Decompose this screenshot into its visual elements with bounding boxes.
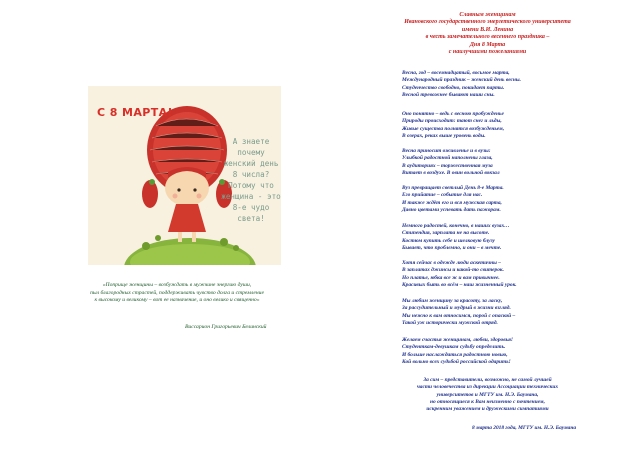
poem-line: Вуз превращает светлый День 8-е Марта. xyxy=(402,185,504,191)
poem-stanza xyxy=(402,185,617,214)
card-caption-line: 8-е чудо света! xyxy=(232,203,270,223)
card-caption-line: Потому что xyxy=(228,181,274,190)
poem-stanza xyxy=(402,223,617,252)
poem-line: Живые существа полнятся возбужденьем, xyxy=(402,125,505,132)
poem-line: В озерах, реках выше уровень воды. xyxy=(402,132,486,139)
poem-stanza xyxy=(402,260,617,289)
quote-line: пыл благородных страстей, поддерживать чувство долга и стремление xyxy=(90,289,264,296)
poem-line: И также ждёт его и вся мужская сарта, xyxy=(402,199,502,206)
closing-line: искренним уважением и дружескими симпатиями xyxy=(426,406,549,413)
poem-line: Весна приносит оживленье и в вузы: xyxy=(402,148,491,154)
poem-line: Кой вольно всех судьбой российской одарить! xyxy=(402,358,511,365)
poem-line: Костюм купить себе и шелковую блузу xyxy=(402,237,495,244)
poem-line: И больше наслаждаться радостною новью, xyxy=(402,351,508,358)
greeting-header xyxy=(365,12,610,56)
poem-line: Улыбкой радостной наполнены глаза, xyxy=(402,155,493,162)
poem-line: Международный праздник – женский день весны. xyxy=(402,77,521,84)
poem-line: Весна, год – восемнадцатый, восьмое марта, xyxy=(402,70,510,76)
belinsky-quote xyxy=(46,282,308,305)
poem-line: Студенткам-девушкам судьбу определить. xyxy=(402,344,506,351)
poem-line: Красивых быть во всём – наш жизненный урок. xyxy=(402,281,517,288)
closing-line: За сим – представители, возможно, не самой лучшей xyxy=(423,377,552,383)
poem-line: Желаем счастья женщинам, любви, здоровья! xyxy=(402,337,513,343)
poem-line: Такой уж исторически мужской отряд. xyxy=(402,319,498,326)
quote-author: Виссарион Григорьевич Белинский xyxy=(185,324,267,330)
poem-stanza xyxy=(402,148,617,177)
poem-line: Мы нежно к вам относимся, порой с опаской – xyxy=(402,312,516,319)
poem-line: Давно цветами успевать дать пажорам. xyxy=(402,206,501,213)
card-caption-line: женщина - это xyxy=(221,192,281,201)
header-line: Ивановского государственного энергетического университета xyxy=(404,19,571,26)
card-caption xyxy=(220,136,281,224)
poem-stanza xyxy=(402,337,617,366)
poem-line: Стипендия, зарплата не на высоте. xyxy=(402,230,490,237)
signature-line: 8 марта 2018 года, МГТУ им. Н.Э. Баумана xyxy=(472,425,577,431)
closing-paragraph xyxy=(365,377,610,413)
poem-line: Студенчество свободно, покидает парты. xyxy=(402,84,505,91)
poem-line: Его прийатие – событие для нас. xyxy=(402,192,483,199)
poem-line: Витает в воздухе. В овин вольной вокзал xyxy=(402,169,500,176)
quote-line: «Поприще женщины – возбуждать в мужчине энергию души, xyxy=(102,282,252,288)
card-caption-line: А знаете почему xyxy=(232,137,270,157)
poem-line: Немного радостей, конечно, в наших вузах… xyxy=(402,223,510,229)
card-title: С 8 МАРТА! xyxy=(97,106,173,119)
closing-line: университетов и МГТУ им. Н.Э. Баумана, xyxy=(436,391,539,398)
poem-line: Весной тревожнее бывают наши сны. xyxy=(402,91,495,98)
header-line: Славным женщинам xyxy=(459,12,516,18)
header-line: с наилучшими пожеланиями xyxy=(448,49,527,56)
poem-line: В аудиториях – торжественная муза xyxy=(402,162,493,169)
closing-line: но относящиеся к Вам неизменно с почтением, xyxy=(430,398,545,405)
poem-stanza xyxy=(402,111,617,140)
header-line: в честь замечательного весеннего праздника – xyxy=(425,34,550,41)
header-line: имени В.И. Ленина xyxy=(461,26,514,33)
greeting-card-image xyxy=(88,86,281,265)
card-caption-line: женский день xyxy=(223,159,279,168)
header-line: Дня 8 Марта xyxy=(469,41,506,48)
poem-line: Природы происходит: тают снег и льды, xyxy=(402,118,502,125)
card-caption-line: 8 числа? xyxy=(232,170,270,179)
poem-line: В заплатах джинсы и какой-то свитерок. xyxy=(402,267,505,274)
poem-stanza xyxy=(402,70,617,99)
poem-line: Бывает, что проблемно, и они – в мечте. xyxy=(402,244,502,251)
poem-line: Но платье, юбка все ж и вам привычнее. xyxy=(402,274,500,281)
poem-stanza xyxy=(402,298,617,327)
closing-line: части человечества из дирекции Ассоциации технических xyxy=(416,384,559,391)
poem-line: Хотя сейчас в одежде люди аскетичны – xyxy=(402,260,501,266)
poem-line: Мы любим женщину за красоту, за ласку, xyxy=(402,298,503,304)
poem-line: За рассудительный и мудрый в жизни взгляд. xyxy=(402,305,511,312)
quote-line: к высокому и великому – вот ее назначение, и оно велико и священно» xyxy=(94,297,260,304)
poem-line: Оно понятно – ведь с весною пробужденье xyxy=(402,111,504,117)
